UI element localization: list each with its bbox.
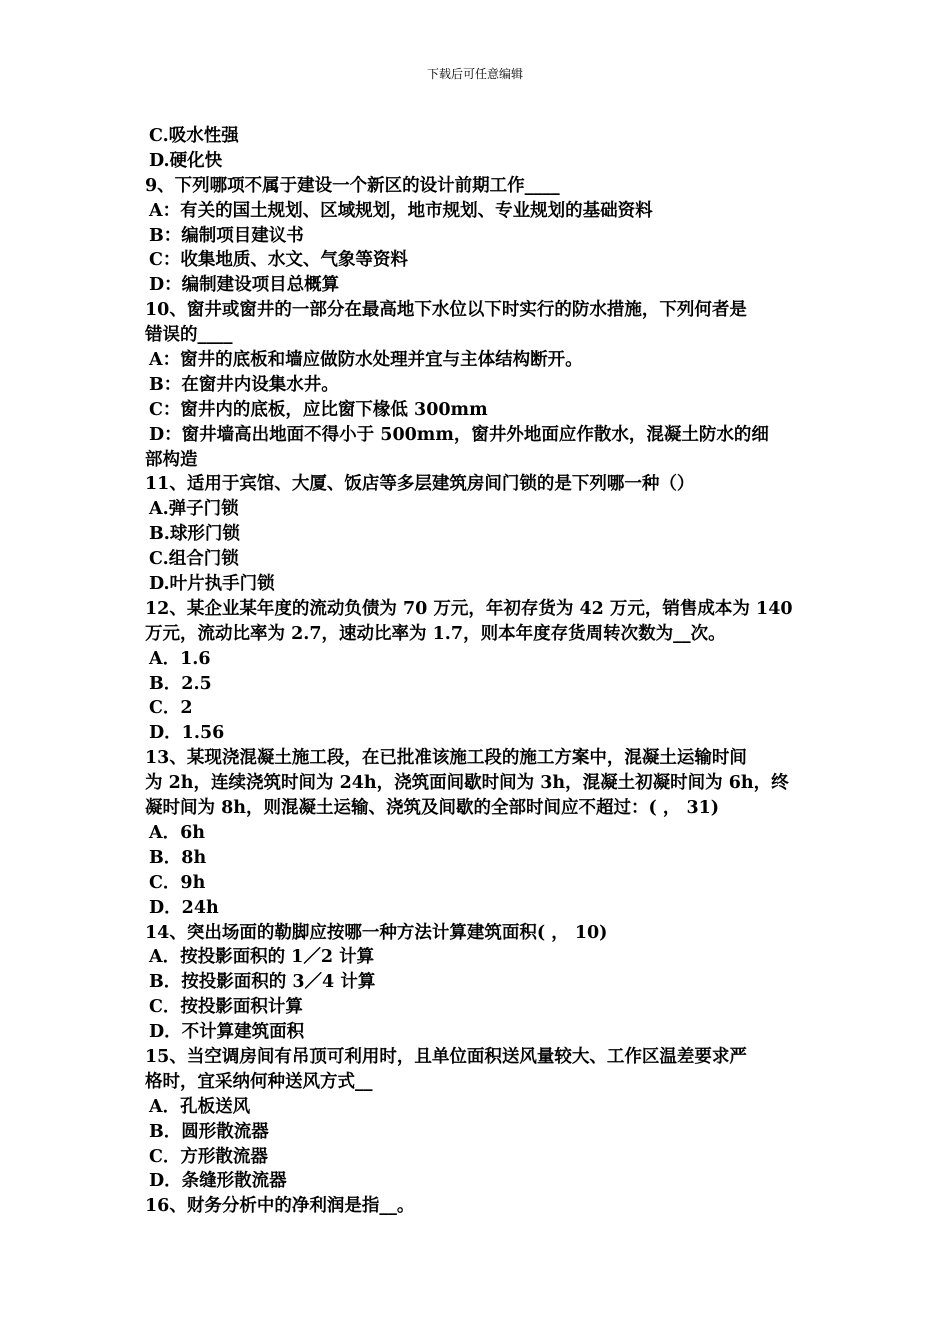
- answer-option-line: C．方形散流器: [149, 1146, 268, 1167]
- question-text-line: 16、财务分析中的净利润是指__。: [145, 1196, 415, 1217]
- question-text-line: 15、当空调房间有吊顶可利用时，且单位面积送风量较大、工作区温差要求严: [145, 1046, 747, 1067]
- answer-option-line: A．按投影面积的 1／2 计算: [149, 947, 375, 968]
- answer-option-line: D.叶片执手门锁: [149, 574, 275, 595]
- question-text-line: 9、下列哪项不属于建设一个新区的设计前期工作____: [145, 175, 560, 196]
- answer-option-line: D．24h: [149, 897, 219, 918]
- question-text-line: 万元，流动比率为 2.7，速动比率为 1.7，则本年度存货周转次数为__次。: [145, 623, 726, 644]
- answer-option-line: A．1.6: [149, 648, 211, 669]
- question-text-line: 格时，宜采纳何种送风方式__: [145, 1071, 373, 1092]
- question-text-line: 部构造: [145, 449, 198, 470]
- answer-option-line: A：窗井的底板和墙应做防水处理并宜与主体结构断开。: [149, 350, 583, 371]
- question-text-line: 错误的____: [145, 325, 233, 346]
- question-text-line: 为 2h，连续浇筑时间为 24h，浇筑面间歇时间为 3h，混凝土初凝时间为 6h，终: [145, 773, 789, 794]
- answer-option-line: B：编制项目建议书: [149, 225, 304, 246]
- answer-option-line: B．按投影面积的 3／4 计算: [149, 972, 376, 993]
- answer-option-line: D：编制建设项目总概算: [149, 275, 340, 296]
- answer-option-line: D.硬化快: [149, 150, 223, 171]
- document-body: [145, 124, 813, 1219]
- answer-option-line: C．9h: [149, 872, 206, 893]
- question-text-line: 13、某现浇混凝土施工段，在已批准该施工段的施工方案中，混凝土运输时间: [145, 748, 747, 769]
- answer-option-line: C：窗井内的底板，应比窗下椽低 300mm: [149, 399, 488, 420]
- answer-option-line: B．圆形散流器: [149, 1121, 269, 1142]
- page-header: 下载后可任意编辑: [426, 67, 523, 81]
- question-text-line: 10、窗井或窗井的一部分在最高地下水位以下时实行的防水措施，下列何者是: [145, 300, 747, 321]
- answer-option-line: D．不计算建筑面积: [149, 1022, 305, 1043]
- answer-option-line: C.吸水性强: [149, 126, 239, 146]
- answer-option-line: B．2.5: [149, 673, 212, 694]
- answer-option-line: C．2: [149, 698, 193, 719]
- answer-option-line: C．按投影面积计算: [149, 997, 303, 1018]
- answer-option-line: D：窗井墙高出地面不得小于 500mm，窗井外地面应作散水，混凝土防水的细: [149, 424, 769, 445]
- answer-option-line: D．1.56: [149, 723, 225, 744]
- answer-option-line: A：有关的国土规划、区域规划，地市规划、专业规划的基础资料: [149, 200, 653, 221]
- question-text-line: 12、某企业某年度的流动负债为 70 万元，年初存货为 42 万元，销售成本为 140: [145, 598, 793, 619]
- answer-option-line: C：收集地质、水文、气象等资料: [149, 250, 408, 271]
- answer-option-line: B.球形门锁: [149, 524, 240, 545]
- answer-option-line: C.组合门锁: [149, 549, 239, 570]
- answer-option-line: B：在窗井内设集水井。: [149, 374, 339, 395]
- answer-option-line: B．8h: [149, 847, 207, 868]
- question-text-line: 14、突出场面的勒脚应按哪一种方法计算建筑面积( ， 10): [145, 922, 608, 943]
- question-text-line: 凝时间为 8h，则混凝土运输、浇筑及间歇的全部时间应不超过：( ， 31): [145, 798, 720, 819]
- answer-option-line: A.弹子门锁: [149, 499, 239, 520]
- question-text-line: 11、适用于宾馆、大厦、饭店等多层建筑房间门锁的是下列哪一种（）: [145, 474, 695, 495]
- answer-option-line: A．6h: [149, 822, 205, 843]
- answer-option-line: A．孔板送风: [149, 1096, 251, 1117]
- answer-option-line: D．条缝形散流器: [149, 1171, 287, 1192]
